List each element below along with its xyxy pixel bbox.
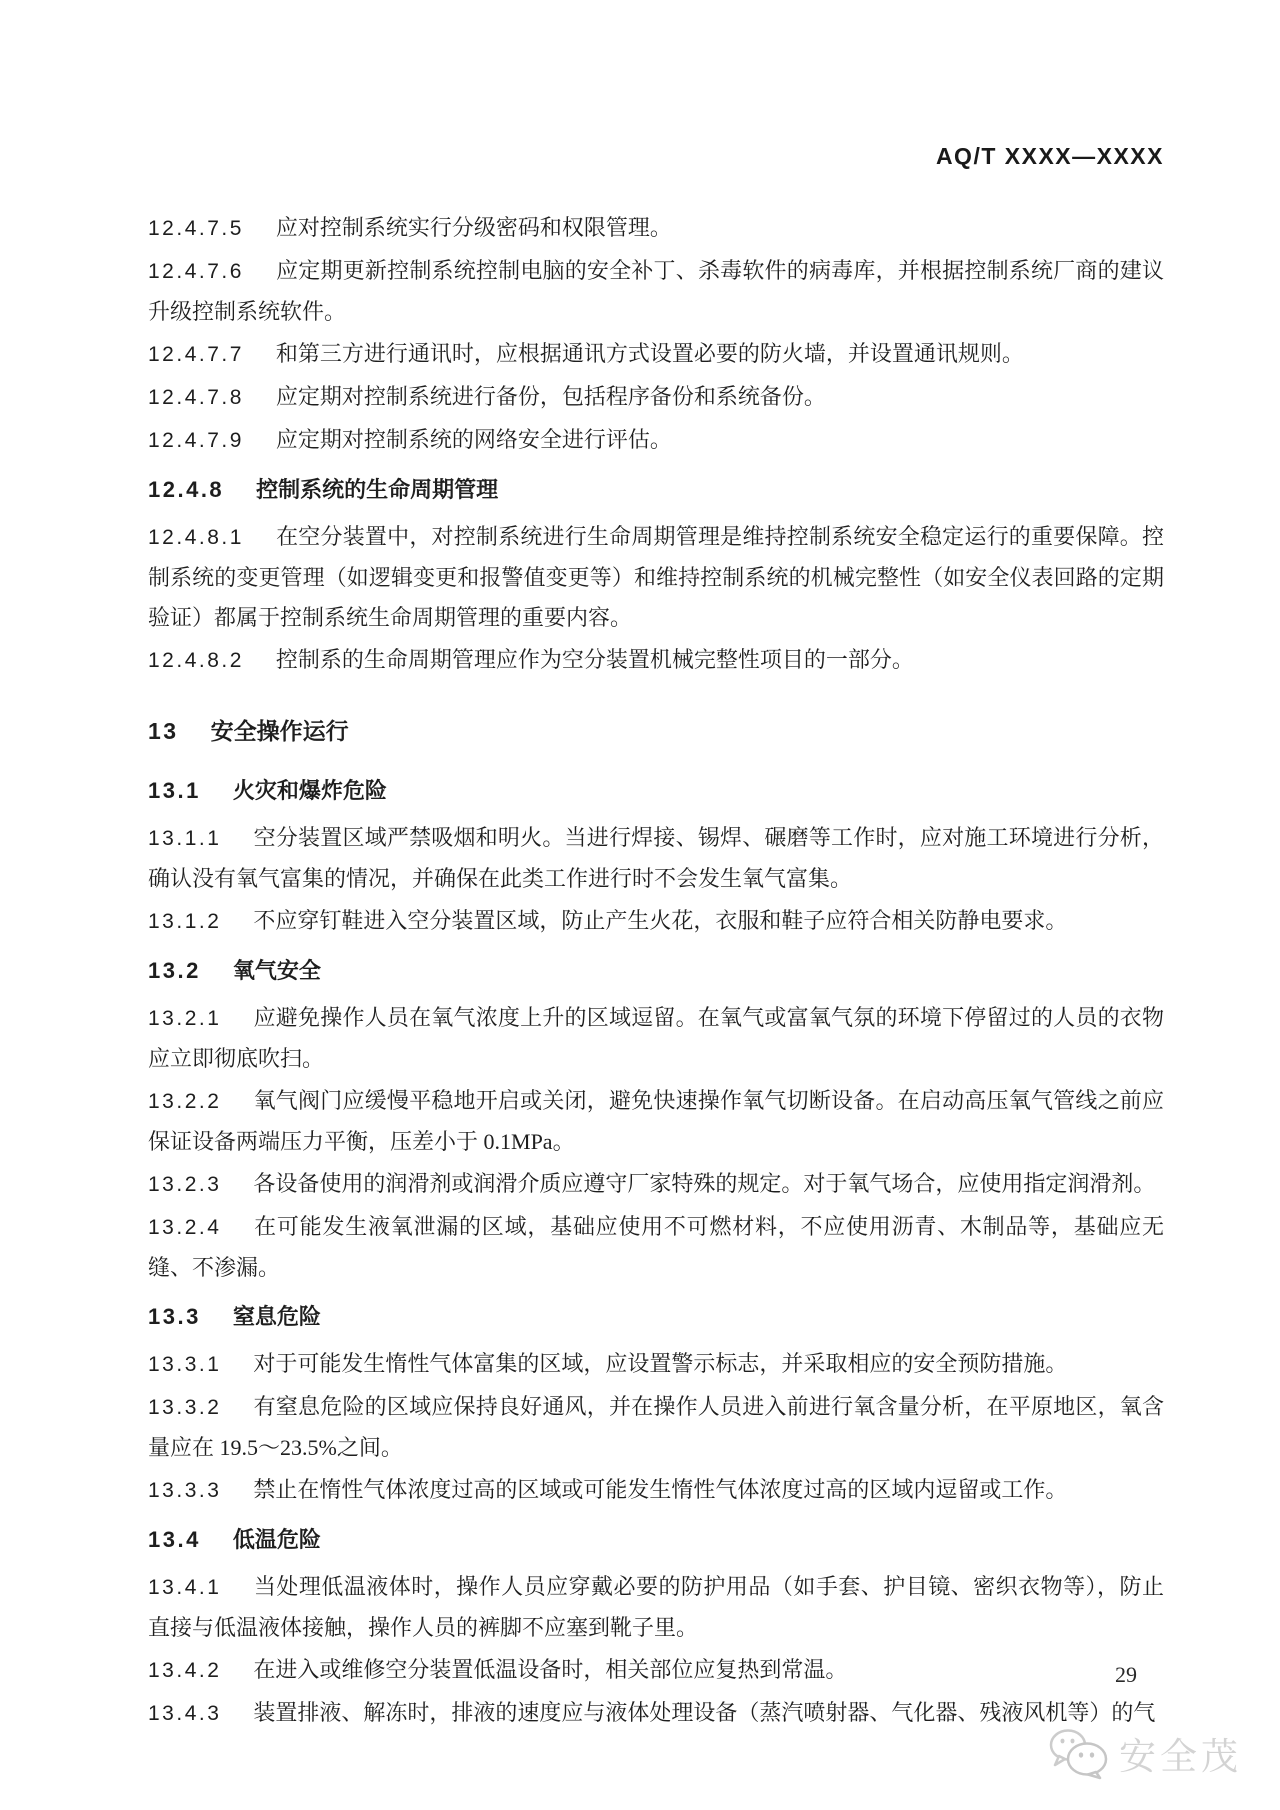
watermark xyxy=(1047,1726,1242,1780)
heading-text: 安全操作运行 xyxy=(210,718,349,744)
clause-text: 应对控制系统实行分级密码和权限管理。 xyxy=(275,215,672,240)
document-code-header: AQ/T XXXX—XXXX xyxy=(935,143,1164,169)
clause-text: 装置排液、解冻时，排液的速度应与液体处理设备（蒸汽喷射器、气化器、残液风机等）的气 xyxy=(253,1700,1156,1725)
clause-text: 在可能发生液氧泄漏的区域，基础应使用不可燃材料，不应使用沥青、木制品等，基础应无缝、不渗漏。 xyxy=(148,1214,1164,1280)
clause-number: 13.4 xyxy=(148,1527,201,1552)
heading-text: 控制系统的生命周期管理 xyxy=(256,477,499,502)
page-number: 29 xyxy=(1115,1662,1137,1687)
clause-text: 对于可能发生惰性气体富集的区域，应设置警示标志，并采取相应的安全预防措施。 xyxy=(253,1351,1068,1376)
clause-paragraph xyxy=(148,1081,1164,1162)
clause-paragraph xyxy=(148,1164,1164,1205)
clause-paragraph xyxy=(148,1344,1164,1385)
clause-text: 氧气阀门应缓慢平稳地开启或关闭，避免快速操作氧气切断设备。在启动高压氧气管线之前应保证设备两端压力平衡，压差小于 0.1MPa。 xyxy=(148,1088,1164,1154)
section-heading xyxy=(148,1520,1164,1560)
clause-number: 13.4.1 xyxy=(148,1576,222,1599)
clause-number: 13.4.3 xyxy=(148,1702,222,1725)
heading-text: 氧气安全 xyxy=(232,958,321,983)
clause-number: 12.4.7.8 xyxy=(148,386,244,409)
clause-text: 各设备使用的润滑剂或润滑介质应遵守厂家特殊的规定。对于氧气场合，应使用指定润滑剂。 xyxy=(253,1171,1156,1196)
clause-paragraph xyxy=(148,818,1164,899)
section-heading xyxy=(148,470,1164,510)
clause-text: 当处理低温液体时，操作人员应穿戴必要的防护用品（如手套、护目镜、密织衣物等），防止直接与低温液体接触，操作人员的裤脚不应塞到靴子里。 xyxy=(148,1574,1164,1640)
heading-text: 低温危险 xyxy=(232,1527,321,1552)
clause-paragraph xyxy=(148,1650,1164,1691)
clause-paragraph xyxy=(148,208,1164,249)
clause-paragraph xyxy=(148,334,1164,375)
clause-number: 12.4.8.1 xyxy=(148,526,244,549)
clause-paragraph xyxy=(148,251,1164,332)
clause-number: 13 xyxy=(148,718,179,744)
clause-number: 13.2 xyxy=(148,958,201,983)
clause-text: 禁止在惰性气体浓度过高的区域或可能发生惰性气体浓度过高的区域内逗留或工作。 xyxy=(253,1477,1068,1502)
clause-text: 在进入或维修空分装置低温设备时，相关部位应复热到常温。 xyxy=(253,1657,848,1682)
document-body xyxy=(148,206,1164,1734)
clause-number: 12.4.7.9 xyxy=(148,429,244,452)
clause-number: 12.4.7.7 xyxy=(148,343,244,366)
clause-text: 有窒息危险的区域应保持良好通风，并在操作人员进入前进行氧含量分析，在平原地区，氧含量应在 19.5～23.5%之间。 xyxy=(148,1394,1164,1460)
clause-number: 13.4.2 xyxy=(148,1659,222,1682)
clause-paragraph xyxy=(148,1387,1164,1468)
clause-number: 12.4.7.5 xyxy=(148,217,244,240)
clause-text: 控制系的生命周期管理应作为空分装置机械完整性项目的一部分。 xyxy=(275,647,914,672)
clause-text: 和第三方进行通讯时，应根据通讯方式设置必要的防火墙，并设置通讯规则。 xyxy=(275,341,1024,366)
clause-number: 13.2.3 xyxy=(148,1173,222,1196)
clause-text: 在空分装置中，对控制系统进行生命周期管理是维持控制系统安全稳定运行的重要保障。控制系统的变更管理（如逻辑变更和报警值变更等）和维持控制系统的机械完整性（如安全仪表回路的定期验证）都属于控制系统生命周期管理的重要内容。 xyxy=(148,524,1164,630)
clause-number: 13.2.2 xyxy=(148,1090,222,1113)
clause-paragraph xyxy=(148,517,1164,638)
clause-text: 不应穿钉鞋进入空分装置区域，防止产生火花，衣服和鞋子应符合相关防静电要求。 xyxy=(253,908,1068,933)
clause-text: 空分装置区域严禁吸烟和明火。当进行焊接、锡焊、碾磨等工作时，应对施工环境进行分析，确认没有氧气富集的情况，并确保在此类工作进行时不会发生氧气富集。 xyxy=(148,825,1164,891)
watermark-brand-text: 安全茂 xyxy=(1119,1736,1242,1777)
clause-number: 13.2.4 xyxy=(148,1216,222,1239)
clause-paragraph xyxy=(148,420,1164,461)
clause-number: 13.3.3 xyxy=(148,1479,222,1502)
wechat-bubbles-icon xyxy=(1047,1726,1111,1780)
clause-number: 13.3.1 xyxy=(148,1353,222,1376)
clause-number: 13.1.1 xyxy=(148,827,222,850)
section-heading xyxy=(148,951,1164,991)
clause-paragraph xyxy=(148,377,1164,418)
clause-text: 应避免操作人员在氧气浓度上升的区域逗留。在氧气或富氧气氛的环境下停留过的人员的衣物应立即彻底吹扫。 xyxy=(148,1005,1164,1071)
heading-text: 火灾和爆炸危险 xyxy=(232,778,387,803)
clause-number: 12.4.8 xyxy=(148,477,225,502)
section-heading xyxy=(148,1297,1164,1337)
clause-number: 13.3.2 xyxy=(148,1396,222,1419)
clause-text: 应定期对控制系统进行备份，包括程序备份和系统备份。 xyxy=(275,384,826,409)
clause-paragraph xyxy=(148,901,1164,942)
clause-paragraph xyxy=(148,1567,1164,1648)
clause-paragraph xyxy=(148,998,1164,1079)
clause-paragraph xyxy=(148,640,1164,681)
clause-text: 应定期更新控制系统控制电脑的安全补丁、杀毒软件的病毒库，并根据控制系统厂商的建议升级控制系统软件。 xyxy=(148,258,1164,324)
clause-number: 13.2.1 xyxy=(148,1007,222,1030)
clause-number: 13.3 xyxy=(148,1304,201,1329)
chapter-heading xyxy=(148,711,1164,751)
heading-text: 窒息危险 xyxy=(232,1304,321,1329)
clause-number: 12.4.7.6 xyxy=(148,260,244,283)
clause-number: 12.4.8.2 xyxy=(148,649,244,672)
clause-number: 13.1.2 xyxy=(148,910,222,933)
clause-text: 应定期对控制系统的网络安全进行评估。 xyxy=(275,427,672,452)
clause-paragraph xyxy=(148,1470,1164,1511)
section-heading xyxy=(148,771,1164,811)
clause-number: 13.1 xyxy=(148,778,201,803)
clause-paragraph xyxy=(148,1207,1164,1288)
clause-paragraph xyxy=(148,1693,1164,1734)
